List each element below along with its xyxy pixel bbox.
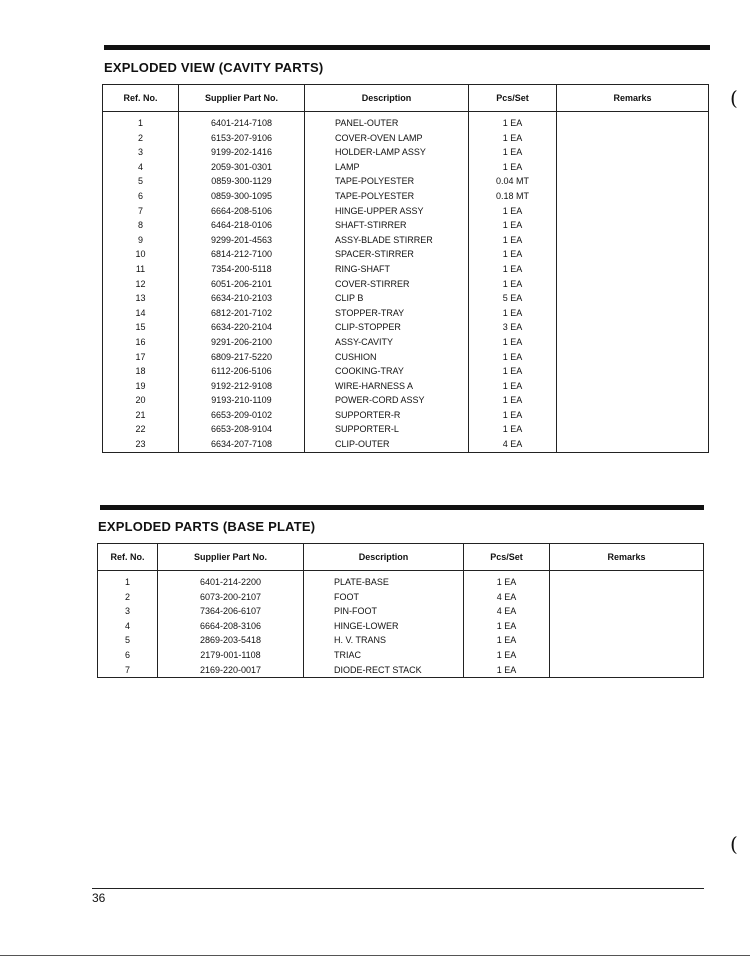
table-row xyxy=(98,633,704,648)
table-row xyxy=(103,233,709,248)
cavity-parts-table xyxy=(102,84,709,453)
col-header-remarks: Remarks xyxy=(557,85,709,112)
supplier-part-cell: 7354-200-5118 xyxy=(179,262,305,277)
pcs-set-cell: 4 EA xyxy=(469,437,557,452)
remarks-cell xyxy=(550,590,704,605)
pcs-set-cell: 1 EA xyxy=(469,306,557,321)
pcs-set-cell: 1 EA xyxy=(469,364,557,379)
remarks-cell xyxy=(557,145,709,160)
ref-cell: 6 xyxy=(98,648,158,663)
table-row xyxy=(103,160,709,175)
ref-cell: 17 xyxy=(103,350,179,365)
supplier-part-cell: 0859-300-1129 xyxy=(179,174,305,189)
table-row xyxy=(103,262,709,277)
remarks-cell xyxy=(557,437,709,452)
table-row xyxy=(98,571,704,590)
remarks-cell xyxy=(557,233,709,248)
ref-cell: 5 xyxy=(98,633,158,648)
description-cell: CLIP-OUTER xyxy=(305,437,469,452)
supplier-part-cell: 6814-212-7100 xyxy=(179,247,305,262)
ref-cell: 10 xyxy=(103,247,179,262)
description-cell: TAPE-POLYESTER xyxy=(305,174,469,189)
supplier-part-cell: 9193-210-1109 xyxy=(179,393,305,408)
col-header-pcs-set: Pcs/Set xyxy=(464,544,550,571)
pcs-set-cell: 1 EA xyxy=(469,408,557,423)
page-number: 36 xyxy=(92,891,106,905)
ref-cell: 16 xyxy=(103,335,179,350)
supplier-part-cell: 0859-300-1095 xyxy=(179,189,305,204)
table-row xyxy=(103,306,709,321)
ref-cell: 5 xyxy=(103,174,179,189)
remarks-cell xyxy=(557,291,709,306)
remarks-cell xyxy=(557,320,709,335)
ref-cell: 8 xyxy=(103,218,179,233)
remarks-cell xyxy=(550,571,704,590)
remarks-cell xyxy=(557,379,709,394)
ref-cell: 12 xyxy=(103,277,179,292)
remarks-cell xyxy=(557,160,709,175)
table-row xyxy=(103,189,709,204)
ref-cell: 3 xyxy=(103,145,179,160)
description-cell: DIODE-RECT STACK xyxy=(304,663,464,678)
description-cell: POWER-CORD ASSY xyxy=(305,393,469,408)
ref-cell: 20 xyxy=(103,393,179,408)
ref-cell: 1 xyxy=(103,112,179,131)
pcs-set-cell: 1 EA xyxy=(469,204,557,219)
col-header-remarks: Remarks xyxy=(550,544,704,571)
pcs-set-cell: 1 EA xyxy=(469,112,557,131)
description-cell: HINGE-LOWER xyxy=(304,619,464,634)
pcs-set-cell: 4 EA xyxy=(464,604,550,619)
ref-cell: 4 xyxy=(98,619,158,634)
table-row xyxy=(103,320,709,335)
pcs-set-cell: 1 EA xyxy=(469,262,557,277)
supplier-part-cell: 6809-217-5220 xyxy=(179,350,305,365)
description-cell: SPACER-STIRRER xyxy=(305,247,469,262)
pcs-set-cell: 1 EA xyxy=(464,633,550,648)
supplier-part-cell: 9299-201-4563 xyxy=(179,233,305,248)
remarks-cell xyxy=(550,604,704,619)
remarks-cell xyxy=(557,422,709,437)
table-row xyxy=(103,364,709,379)
remarks-cell xyxy=(557,350,709,365)
pcs-set-cell: 0.04 MT xyxy=(469,174,557,189)
ref-cell: 2 xyxy=(103,131,179,146)
supplier-part-cell: 6401-214-2200 xyxy=(158,571,304,590)
description-cell: HOLDER-LAMP ASSY xyxy=(305,145,469,160)
supplier-part-cell: 6634-220-2104 xyxy=(179,320,305,335)
remarks-cell xyxy=(557,189,709,204)
col-header-supplier-part: Supplier Part No. xyxy=(158,544,304,571)
table-row xyxy=(103,291,709,306)
description-cell: WIRE-HARNESS A xyxy=(305,379,469,394)
description-cell: ASSY-BLADE STIRRER xyxy=(305,233,469,248)
col-header-ref: Ref. No. xyxy=(98,544,158,571)
pcs-set-cell: 1 EA xyxy=(464,571,550,590)
table-row xyxy=(98,619,704,634)
table-row xyxy=(98,604,704,619)
pcs-set-cell: 3 EA xyxy=(469,320,557,335)
description-cell: COVER-STIRRER xyxy=(305,277,469,292)
pcs-set-cell: 1 EA xyxy=(469,233,557,248)
pcs-set-cell: 1 EA xyxy=(469,350,557,365)
ref-cell: 9 xyxy=(103,233,179,248)
remarks-cell xyxy=(557,262,709,277)
description-cell: SUPPORTER-R xyxy=(305,408,469,423)
ref-cell: 15 xyxy=(103,320,179,335)
ref-cell: 1 xyxy=(98,571,158,590)
col-header-pcs-set: Pcs/Set xyxy=(469,85,557,112)
remarks-cell xyxy=(557,247,709,262)
supplier-part-cell: 6153-207-9106 xyxy=(179,131,305,146)
ref-cell: 18 xyxy=(103,364,179,379)
table-row xyxy=(103,408,709,423)
ref-cell: 19 xyxy=(103,379,179,394)
supplier-part-cell: 2179-001-1108 xyxy=(158,648,304,663)
description-cell: TRIAC xyxy=(304,648,464,663)
description-cell: CLIP B xyxy=(305,291,469,306)
table-header-row xyxy=(98,544,704,571)
description-cell: H. V. TRANS xyxy=(304,633,464,648)
table-row xyxy=(103,437,709,452)
supplier-part-cell: 6634-210-2103 xyxy=(179,291,305,306)
supplier-part-cell: 6464-218-0106 xyxy=(179,218,305,233)
table-row xyxy=(103,112,709,131)
supplier-part-cell: 6634-207-7108 xyxy=(179,437,305,452)
table-row xyxy=(98,663,704,678)
ref-cell: 23 xyxy=(103,437,179,452)
remarks-cell xyxy=(557,335,709,350)
ref-cell: 14 xyxy=(103,306,179,321)
col-header-ref: Ref. No. xyxy=(103,85,179,112)
supplier-part-cell: 9199-202-1416 xyxy=(179,145,305,160)
pcs-set-cell: 1 EA xyxy=(469,277,557,292)
description-cell: CUSHION xyxy=(305,350,469,365)
supplier-part-cell: 7364-206-6107 xyxy=(158,604,304,619)
supplier-part-cell: 6653-208-9104 xyxy=(179,422,305,437)
description-cell: LAMP xyxy=(305,160,469,175)
supplier-part-cell: 6664-208-3106 xyxy=(158,619,304,634)
description-cell: PANEL-OUTER xyxy=(305,112,469,131)
col-header-description: Description xyxy=(305,85,469,112)
remarks-cell xyxy=(557,408,709,423)
table-row xyxy=(98,648,704,663)
col-header-supplier-part: Supplier Part No. xyxy=(179,85,305,112)
remarks-cell xyxy=(557,306,709,321)
description-cell: SHAFT-STIRRER xyxy=(305,218,469,233)
top-rule xyxy=(104,45,710,50)
section-title-base-plate: EXPLODED PARTS (BASE PLATE) xyxy=(98,519,316,534)
table-header-row xyxy=(103,85,709,112)
pcs-set-cell: 1 EA xyxy=(469,379,557,394)
supplier-part-cell: 6653-209-0102 xyxy=(179,408,305,423)
supplier-part-cell: 2869-203-5418 xyxy=(158,633,304,648)
remarks-cell xyxy=(557,112,709,131)
table-row xyxy=(103,277,709,292)
supplier-part-cell: 2059-301-0301 xyxy=(179,160,305,175)
table-row xyxy=(103,131,709,146)
pcs-set-cell: 1 EA xyxy=(469,422,557,437)
remarks-cell xyxy=(557,393,709,408)
ref-cell: 6 xyxy=(103,189,179,204)
description-cell: SUPPORTER-L xyxy=(305,422,469,437)
pcs-set-cell: 1 EA xyxy=(469,335,557,350)
page-bottom-edge xyxy=(0,955,750,956)
ref-cell: 22 xyxy=(103,422,179,437)
remarks-cell xyxy=(550,633,704,648)
table-row xyxy=(103,379,709,394)
remarks-cell xyxy=(557,174,709,189)
description-cell: ASSY-CAVITY xyxy=(305,335,469,350)
pcs-set-cell: 1 EA xyxy=(464,663,550,678)
pcs-set-cell: 1 EA xyxy=(469,145,557,160)
description-cell: RING-SHAFT xyxy=(305,262,469,277)
description-cell: COOKING-TRAY xyxy=(305,364,469,379)
pcs-set-cell: 1 EA xyxy=(469,247,557,262)
remarks-cell xyxy=(557,131,709,146)
pcs-set-cell: 1 EA xyxy=(469,393,557,408)
ref-cell: 7 xyxy=(98,663,158,678)
description-cell: CLIP-STOPPER xyxy=(305,320,469,335)
table-row xyxy=(103,335,709,350)
binding-mark-bottom: ( xyxy=(730,832,738,856)
supplier-part-cell: 9291-206-2100 xyxy=(179,335,305,350)
description-cell: STOPPER-TRAY xyxy=(305,306,469,321)
supplier-part-cell: 6812-201-7102 xyxy=(179,306,305,321)
remarks-cell xyxy=(557,204,709,219)
ref-cell: 4 xyxy=(103,160,179,175)
supplier-part-cell: 2169-220-0017 xyxy=(158,663,304,678)
col-header-description: Description xyxy=(304,544,464,571)
description-cell: PLATE-BASE xyxy=(304,571,464,590)
description-cell: COVER-OVEN LAMP xyxy=(305,131,469,146)
remarks-cell xyxy=(550,648,704,663)
pcs-set-cell: 1 EA xyxy=(464,648,550,663)
pcs-set-cell: 1 EA xyxy=(469,160,557,175)
footer-rule xyxy=(92,888,704,889)
base-plate-parts-table xyxy=(97,543,704,678)
description-cell: TAPE-POLYESTER xyxy=(305,189,469,204)
ref-cell: 3 xyxy=(98,604,158,619)
pcs-set-cell: 1 EA xyxy=(469,218,557,233)
supplier-part-cell: 6664-208-5106 xyxy=(179,204,305,219)
table-row xyxy=(103,145,709,160)
binding-mark-top: ( xyxy=(730,86,738,110)
remarks-cell xyxy=(557,218,709,233)
ref-cell: 11 xyxy=(103,262,179,277)
ref-cell: 13 xyxy=(103,291,179,306)
description-cell: PIN-FOOT xyxy=(304,604,464,619)
table-row xyxy=(103,350,709,365)
remarks-cell xyxy=(557,364,709,379)
remarks-cell xyxy=(550,619,704,634)
supplier-part-cell: 6051-206-2101 xyxy=(179,277,305,292)
pcs-set-cell: 1 EA xyxy=(464,619,550,634)
pcs-set-cell: 5 EA xyxy=(469,291,557,306)
ref-cell: 2 xyxy=(98,590,158,605)
description-cell: FOOT xyxy=(304,590,464,605)
ref-cell: 21 xyxy=(103,408,179,423)
table-row xyxy=(103,204,709,219)
supplier-part-cell: 9192-212-9108 xyxy=(179,379,305,394)
pcs-set-cell: 4 EA xyxy=(464,590,550,605)
ref-cell: 7 xyxy=(103,204,179,219)
table-row xyxy=(98,590,704,605)
description-cell: HINGE-UPPER ASSY xyxy=(305,204,469,219)
pcs-set-cell: 0.18 MT xyxy=(469,189,557,204)
section-title-cavity: EXPLODED VIEW (CAVITY PARTS) xyxy=(104,60,324,75)
pcs-set-cell: 1 EA xyxy=(469,131,557,146)
middle-rule xyxy=(100,505,704,510)
table-row xyxy=(103,393,709,408)
table-row xyxy=(103,247,709,262)
supplier-part-cell: 6401-214-7108 xyxy=(179,112,305,131)
table-row xyxy=(103,218,709,233)
supplier-part-cell: 6073-200-2107 xyxy=(158,590,304,605)
supplier-part-cell: 6112-206-5106 xyxy=(179,364,305,379)
table-row xyxy=(103,422,709,437)
table-row xyxy=(103,174,709,189)
remarks-cell xyxy=(557,277,709,292)
remarks-cell xyxy=(550,663,704,678)
